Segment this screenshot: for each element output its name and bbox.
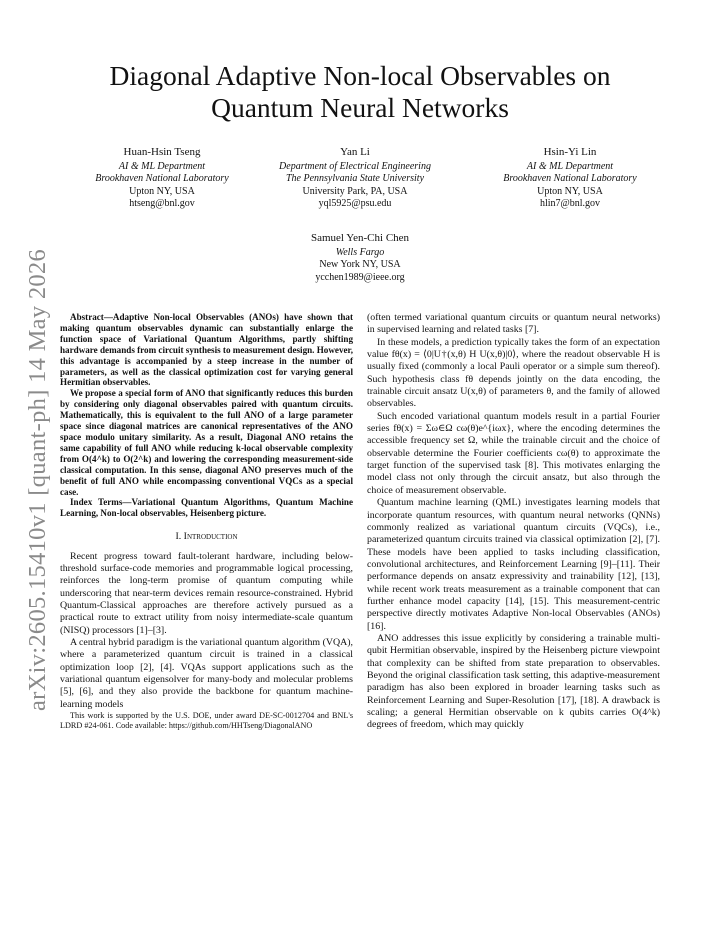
section-heading: I. Introduction [175, 531, 238, 543]
right-column [367, 312, 660, 732]
paragraph: In these models, a prediction typically takes the form of an expectation value fθ(x) = ⟨0|U†(x,θ) H U(x,θ)|0⟩, where the readout observable H is usually fixed (commonly a local Pauli operator or a simple sum thereof). Such hypothesis class fθ depends jointly on the data encoding, the trainable circuit ansatz U(x,θ) of parameters θ, and the family of allowed observables. [367, 336, 660, 410]
abstract: Abstract—Adaptive Non-local Observables (ANOs) have shown that making quantum observables dynamic can substantially enlarge the function space of Variational Quantum Algorithms, partly shifting hardware demands from circuit synthesis to measurement design. However, this advantage is accompanied by a steep increase in the number of parameters, as well as the classical optimization cost for varying general Hermitian observables. [60, 312, 354, 388]
paragraph: Such encoded variational quantum models result in a partial Fourier series fθ(x) = Σω∈Ω cω(θ)e^{iωx}, where the encoding determines the accessible frequency set Ω, while the trainable circuit and the choice of observable determine the Fourier coefficients cω(θ) to approximate the target function of the supervised task [8]. This motivates enlarging the model class not only through the circuit ansatz, but also through the choice of measurement observable. [367, 410, 660, 496]
paragraph: A central hybrid paradigm is the variational quantum algorithm (VQA), where a parameterized quantum circuit is trained in a classical optimization loop [2], [4]. VQAs support applications such as the variational quantum eigensolver for many-body and molecular problems [5], [6], and they also provide the backbone for quantum machine-learning models [60, 636, 354, 710]
index-terms: Index Terms—Variational Quantum Algorithms, Quantum Machine Learning, Non-local observables, Heisenberg picture. [60, 497, 353, 519]
abstract-continued: We propose a special form of ANO that significantly reduces this burden by considering only diagonal observables paired with quantum circuits. Mathematically, this is equivalent to the full ANO of a large parameter space since diagonal matrices are canonical representatives of the ANO space modulo unitary similarity. As a result, Diagonal ANO retains the same capability of full ANO while reducing k-local observable complexity from O(4^k) to O(2^k) and lowering the corresponding measurement-side classical computation. In this sense, diagonal ANO preserves much of the benefit of full ANO while encompassing conventional VQCs as a special case. [60, 388, 353, 497]
author-block: Samuel Yen-Chi Chen Wells Fargo New York NY, USA ycchen1989@ieee.org [310, 232, 410, 283]
arxiv-identifier: arXiv:2605.15410v1 [quant-ph] 14 May 2026 [24, 248, 51, 712]
left-column [60, 312, 353, 730]
footnote: This work is supported by the U.S. DOE, under award DE-SC-0012704 and BNL's LDRD #24-061. Code available: https://github.com/HHTseng/DiagonalANO [60, 711, 353, 730]
paragraph: ANO addresses this issue explicitly by considering a trainable multi-qubit Hermitian observable, inspired by the Heisenberg picture viewpoint that complexity can be shifted from state preparation to observables. Beyond the original classification task setting, this adaptive-measurement paradigm has also been explored in broader learning tasks such as Reinforcement Learning and Super-Resolution [17], [18]. A drawback is scaling; a general Hermitian observable on k qubits carries O(4^k) degrees of freedom, which may quickly [367, 632, 660, 731]
paragraph: Quantum machine learning (QML) investigates learning models that incorporate quantum resources, with quantum neural networks (QNNs) commonly realized as variational quantum circuits (VQCs), i.e., parameterized quantum circuits trained via classical optimization [2], [7]. These models have been applied to tasks including classification, convolutional architectures, and Reinforcement Learning [9]–[11]. Their performance depends on ansatz expressivity and trainability [12], [13], while recent work treats measurement as a trainable component that can further enhance model capacity [14], [15]. This measurement-centric perspective directly motivates Adaptive Non-local Observables (ANOs) [16]. [367, 497, 660, 632]
author-block: Hsin-Yi Lin AI & ML Department Brookhaven National Laboratory Upton NY, USA hlin7@bnl.gov [503, 146, 637, 210]
author-block: Yan Li Department of Electrical Engineering The Pennsylvania State University University Park, PA, USA yql5925@psu.edu [279, 146, 431, 210]
paper-title: Diagonal Adaptive Non-local Observables on Quantum Neural Networks [109, 60, 611, 123]
paragraph: Recent progress toward fault-tolerant hardware, including below-threshold surface-code memories and programmable logical processing, reinforces the long-term promise of quantum computing while underscoring that near-term devices remain resource-constrained. Hybrid Quantum-Classical approaches are therefore actively pursued as a practical route to extract utility from noisy intermediate-scale quantum (NISQ) processors [1]–[3]. [60, 550, 353, 636]
paragraph: (often termed variational quantum circuits or quantum neural networks) in supervised learning and related tasks [7]. [367, 312, 660, 336]
author-block: Huan-Hsin Tseng AI & ML Department Brookhaven National Laboratory Upton NY, USA htseng@bnl.gov [95, 146, 229, 210]
